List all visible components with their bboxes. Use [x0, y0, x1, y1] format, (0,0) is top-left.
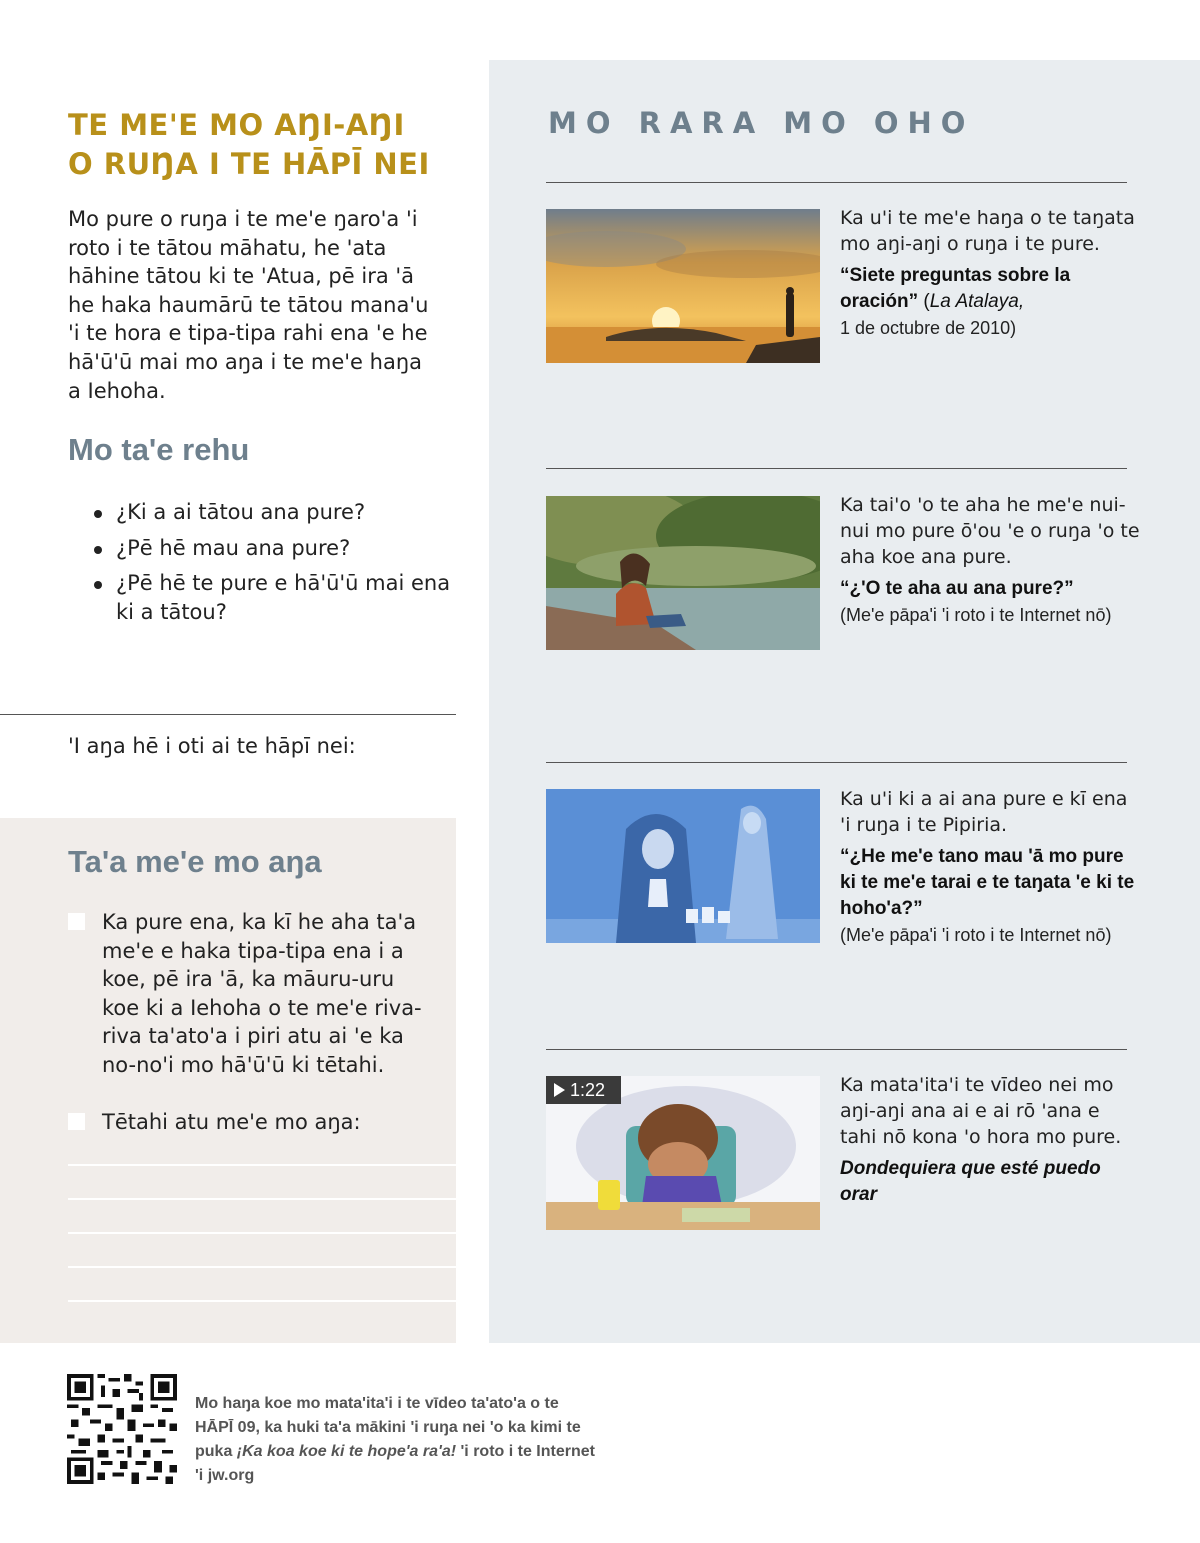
goal-item	[68, 1108, 438, 1137]
explore-heading: MO RARA MO OHO	[548, 106, 975, 140]
writing-line[interactable]	[68, 1232, 456, 1234]
goal-text: Ka pure ena, ka kī he aha ta'a me'e e haka tipa-tipa ena i a koe, pē ira 'ā, ka māuru-uru koe ki a Iehoha o te me'e riva-riva ta'ato'a i piri atu ai 'e ka no-no'i mo hā'ū'ū ki tētahi.	[102, 910, 422, 1077]
video-duration-badge	[546, 1076, 621, 1104]
divider	[546, 1049, 1127, 1050]
writing-line[interactable]	[68, 1266, 456, 1268]
image-worship-image[interactable]	[546, 789, 820, 943]
publication-title: ¡Ka koa koe ki te hope'a ra'a!	[236, 1443, 457, 1460]
article-title[interactable]: “¿He me'e tano mau 'ā mo pure ki te me'e tarai e te taŋata 'e ki te hoho'a?”	[840, 846, 1135, 919]
explore-item-intro: Ka tai'o 'o te aha he me'e nui-nui mo pure ō'ou 'e o ruŋa 'o te aha koe ana pure.	[840, 494, 1140, 568]
explore-item-intro: Ka u'i te me'e haŋa o te taŋata mo aŋi-aŋi o ruŋa i te pure.	[840, 207, 1135, 255]
sunset-illustration	[546, 209, 820, 363]
summary-title-line2: O RUŊA I TE HĀPĪ NEI	[68, 147, 430, 181]
source-open: (	[918, 291, 930, 312]
source-publication: La Atalaya,	[929, 291, 1025, 312]
review-question: ¿Pē hē te pure e hā'ū'ū mai ena ki a tātou?	[92, 569, 452, 626]
summary-body: Mo pure o ruŋa i te me'e ŋaro'a 'i roto i te tātou māhatu, he 'ata hāhine tātou ki te 'Atua, pē ira 'ā he haka haumārū te tātou mana'u 'i te hora e tipa-tipa rahi ena 'e he hā'ū'ū mai mo aŋa i te me'e haŋa a Iehoha.	[68, 207, 429, 403]
explore-item	[840, 205, 1140, 341]
writing-line[interactable]	[68, 1164, 456, 1166]
article-title[interactable]: “¿'O te aha au ana pure?”	[840, 578, 1074, 599]
woman-praying-illustration	[546, 496, 820, 650]
play-icon	[554, 1083, 565, 1097]
video-title[interactable]: Dondequiera que esté puedo orar	[840, 1158, 1101, 1205]
review-question: ¿Ki a ai tātou ana pure?	[92, 498, 452, 527]
goal-checkbox[interactable]	[68, 913, 85, 930]
writing-line[interactable]	[68, 1300, 456, 1302]
explore-item	[840, 1072, 1140, 1208]
qr-code-icon[interactable]	[67, 1374, 177, 1484]
review-heading: Mo ta'e rehu	[68, 432, 250, 467]
woman-by-lake-image[interactable]	[546, 496, 820, 650]
article-title[interactable]: “Siete preguntas sobre la oración”	[840, 265, 1071, 312]
explore-item-link[interactable]	[840, 263, 1140, 315]
review-question: ¿Pē hē mau ana pure?	[92, 534, 452, 563]
footer-text-part: 'i roto i te Internet 'i jw.org	[195, 1443, 595, 1484]
footer-text-part: Mo haŋa koe mo mata'ita'i i te vīdeo ta'ato'a o te HĀPĪ 09, ka huki ta'a mākini 'i ruŋa nei 'o ka kimi te puka	[195, 1395, 581, 1460]
explore-item	[840, 492, 1140, 628]
explore-item-intro: Ka mata'ita'i te vīdeo nei mo aŋi-aŋi ana ai e ai rō 'ana e tahi nō kona 'o hora mo pure.	[840, 1074, 1122, 1148]
footer-text	[195, 1392, 595, 1488]
video-duration: 1:22	[570, 1080, 606, 1100]
sunset-prayer-image[interactable]	[546, 209, 820, 363]
statue-prayer-illustration	[546, 789, 820, 943]
divider	[546, 182, 1127, 183]
explore-item-source: (Me'e pāpa'i 'i roto i te Internet nō)	[840, 925, 1112, 945]
writing-line[interactable]	[68, 1198, 456, 1200]
review-list	[92, 498, 452, 633]
explore-item-intro: Ka u'i ki a ai ana pure e kī ena 'i ruŋa i te Pipiria.	[840, 788, 1128, 836]
divider	[0, 714, 456, 715]
explore-item-source: 1 de octubre de 2010)	[840, 318, 1017, 338]
explore-item	[840, 786, 1140, 948]
goals-panel	[0, 818, 456, 1343]
completion-date-label: 'I aŋa hē i oti ai te hāpī nei:	[68, 734, 356, 758]
goal-text: Tētahi atu me'e mo aŋa:	[102, 1110, 361, 1134]
goal-checkbox[interactable]	[68, 1113, 85, 1130]
divider	[546, 762, 1127, 763]
summary-title	[68, 106, 458, 184]
explore-item-source: (Me'e pāpa'i 'i roto i te Internet nō)	[840, 605, 1112, 625]
goal-item	[68, 908, 438, 1080]
summary-title-line1: TE ME'E MO AŊI-AŊI	[68, 108, 405, 142]
goals-heading: Ta'a me'e mo aŋa	[68, 844, 322, 879]
divider	[546, 468, 1127, 469]
